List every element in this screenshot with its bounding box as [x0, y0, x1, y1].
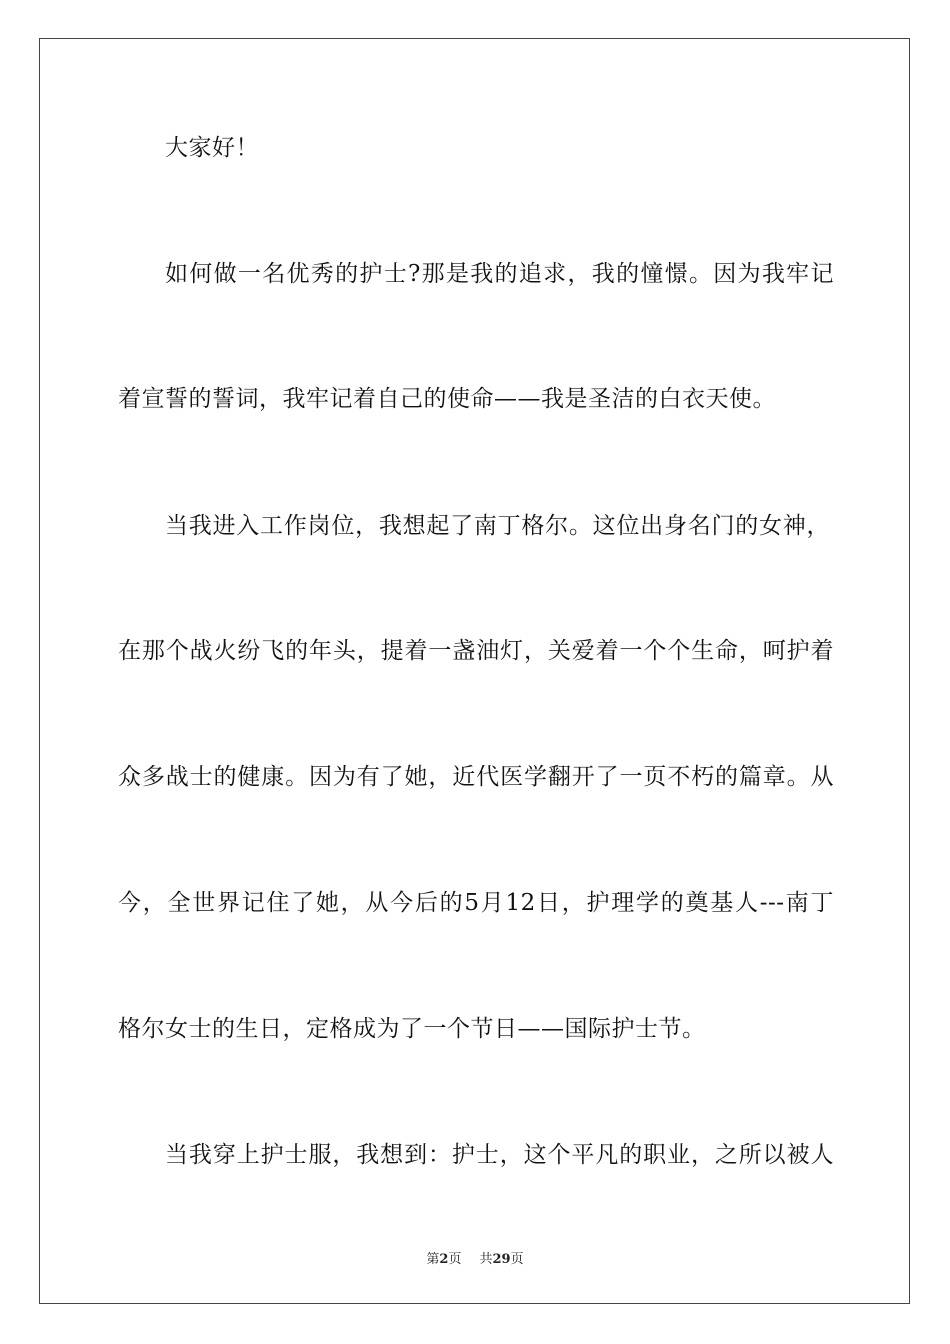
footer-page-suffix: 页 — [448, 1252, 462, 1267]
paragraph-2-line-5: 格尔女士的生日，定格成为了一个节日——国际护士节。 — [118, 1016, 706, 1042]
footer-total-pages: 29 — [492, 1252, 511, 1267]
page-footer — [0, 1248, 950, 1267]
footer-page-prefix: 第 — [426, 1252, 440, 1267]
paragraph-1-line-1: 如何做一名优秀的护士?那是我的追求，我的憧憬。因为我牢记 — [165, 261, 834, 287]
footer-total-prefix: 共 — [479, 1252, 493, 1267]
greeting-line: 大家好！ — [165, 135, 259, 161]
footer-page-number: 2 — [439, 1252, 449, 1267]
paragraph-2-line-1: 当我进入工作岗位，我想起了南丁格尔。这位出身名门的女神， — [165, 513, 830, 539]
paragraph-1-line-2: 着宣誓的誓词，我牢记着自己的使命——我是圣洁的白衣天使。 — [118, 386, 776, 412]
footer-total-suffix: 页 — [510, 1252, 524, 1267]
paragraph-2-line-4: 今，全世界记住了她，从今后的5月12日，护理学的奠基人---南丁 — [118, 890, 834, 916]
page-border — [39, 38, 910, 1304]
paragraph-2-line-3: 众多战士的健康。因为有了她，近代医学翻开了一页不朽的篇章。从 — [118, 764, 834, 790]
paragraph-3-line-1: 当我穿上护士服，我想到：护士，这个平凡的职业，之所以被人 — [165, 1142, 834, 1168]
paragraph-2-line-2: 在那个战火纷飞的年头，提着一盏油灯，关爱着一个个生命，呵护着 — [118, 638, 834, 664]
